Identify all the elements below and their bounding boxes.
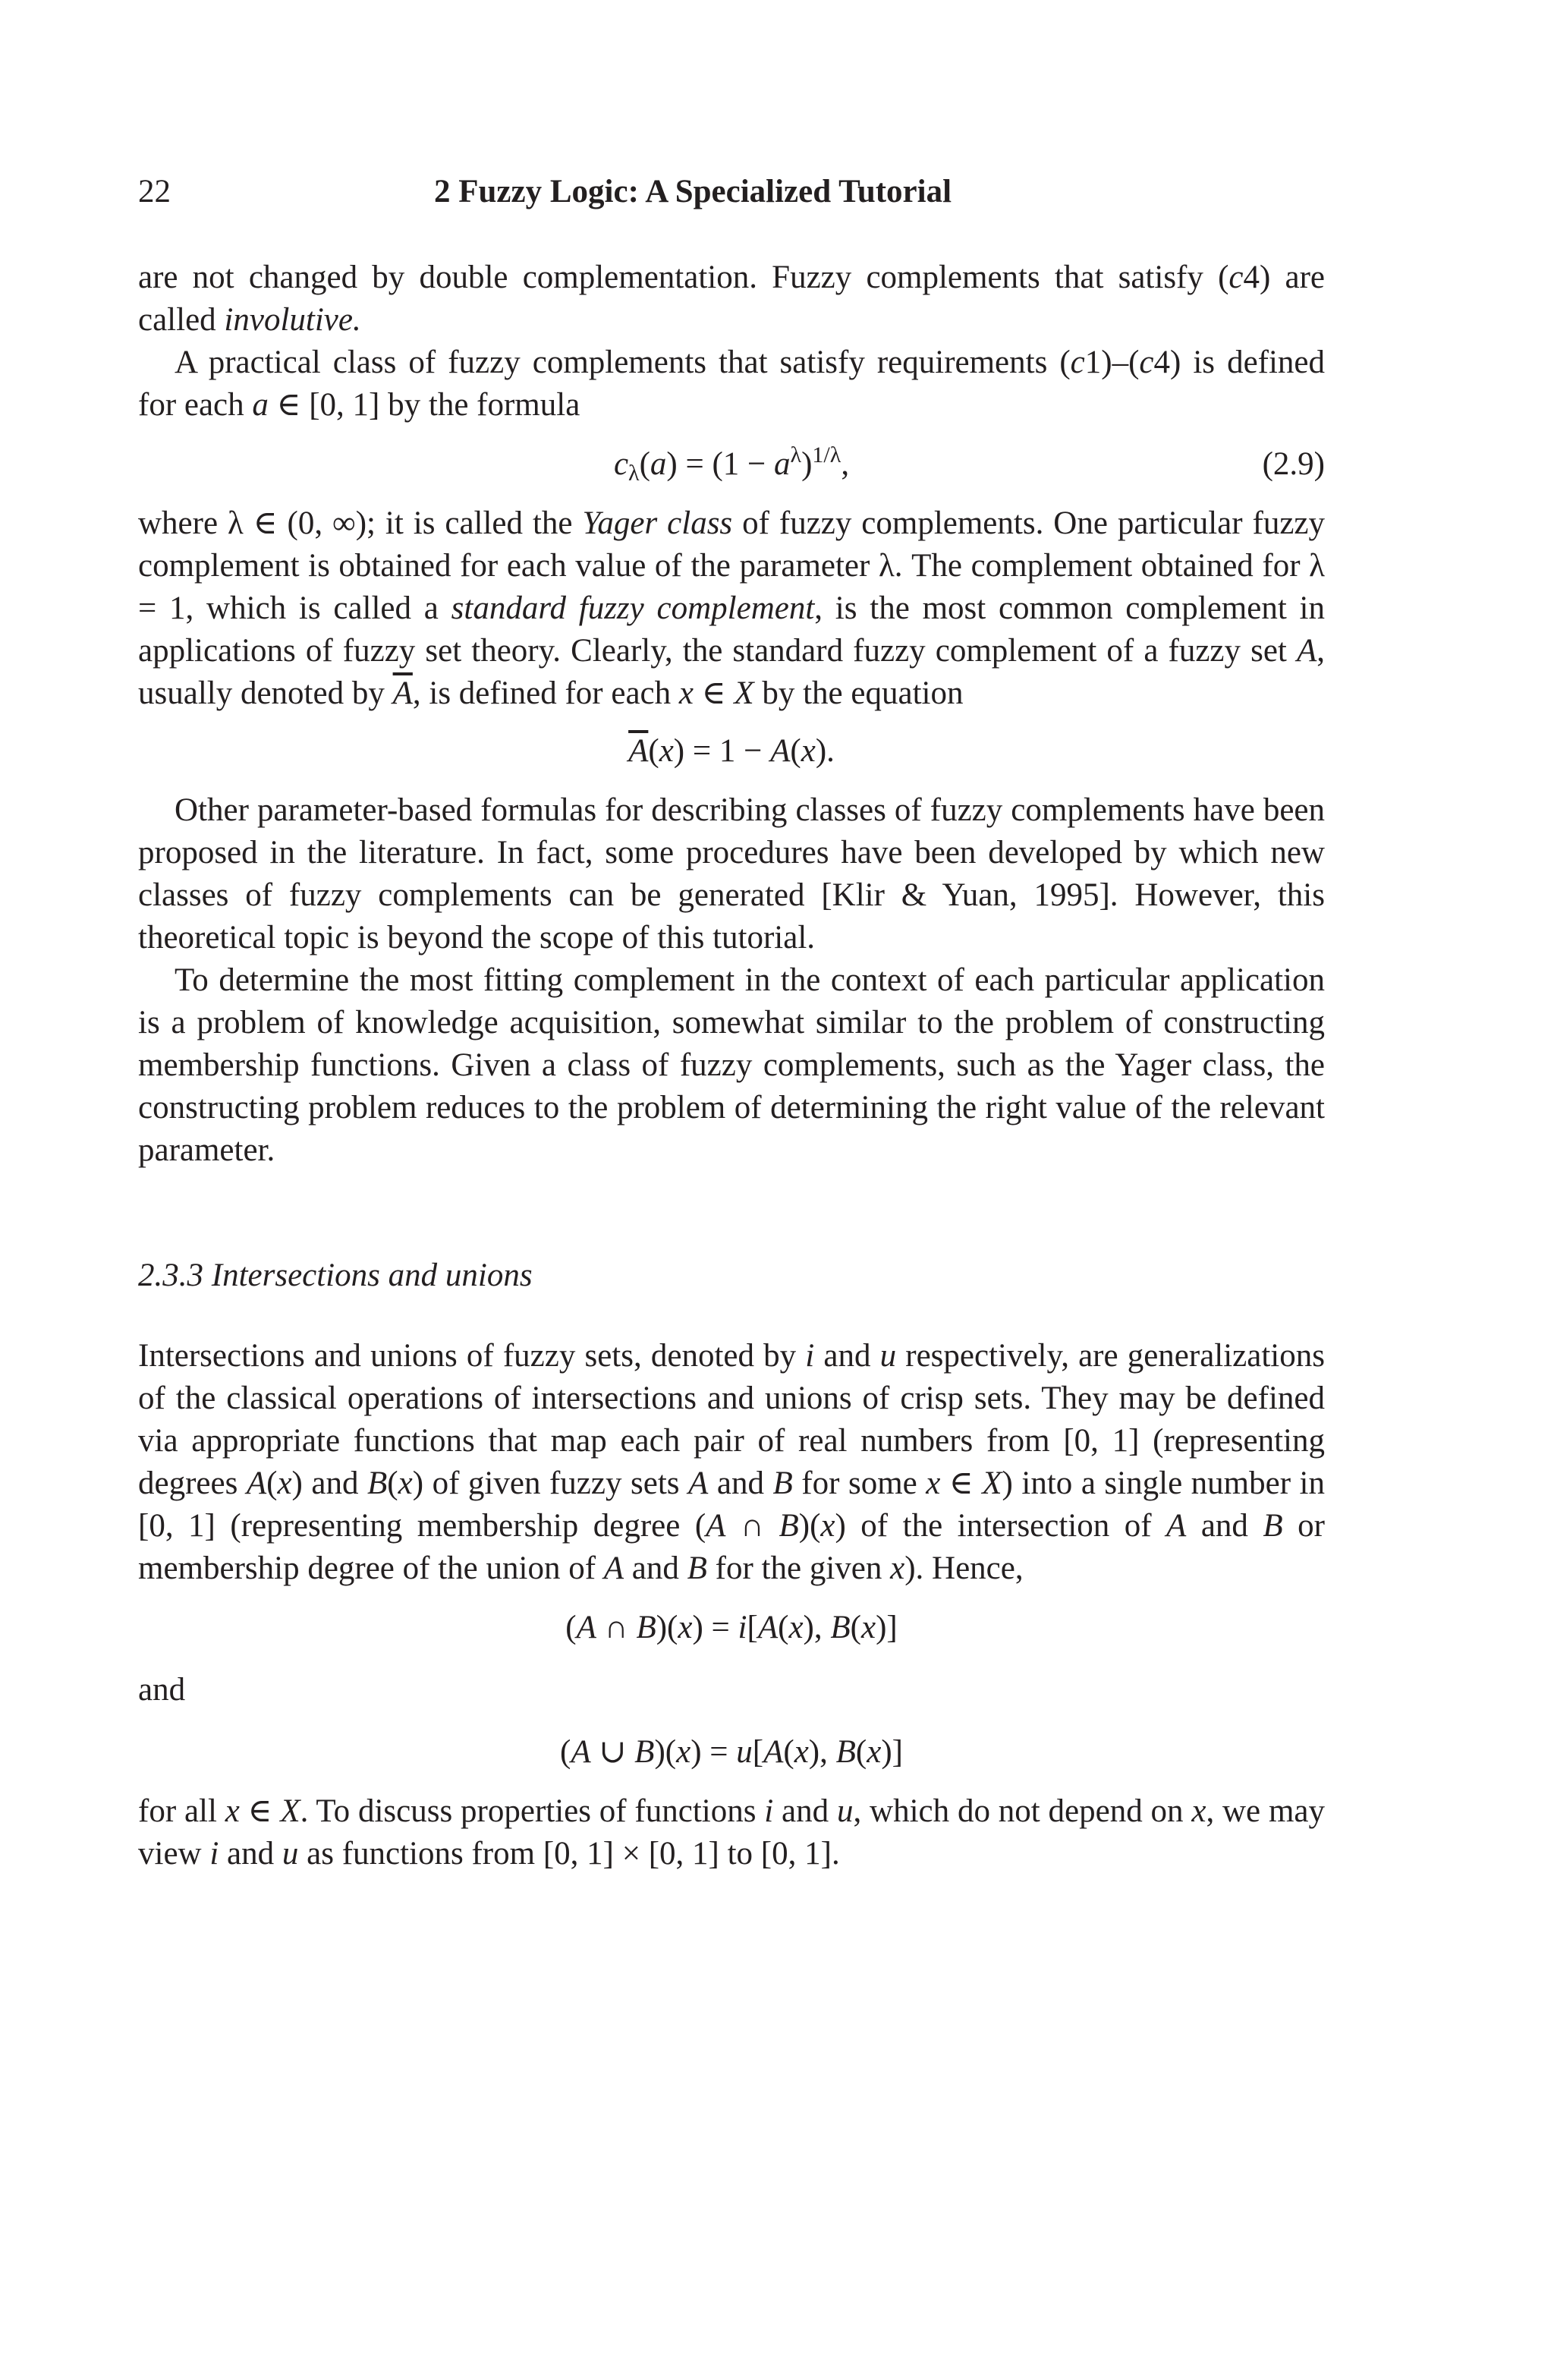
math-var: x — [678, 675, 694, 711]
text: Intersections and unions of fuzzy sets, denoted by — [138, 1338, 806, 1374]
text: ) into a single number in [0, 1] (representing membership degree ( — [138, 1465, 1326, 1544]
text: of fuzzy complements. One particular fuzzy complement is obtained for each value of the parameter λ. The complement obtained for λ = 1, which is called a — [138, 505, 1326, 626]
text: ∩ — [725, 1508, 779, 1544]
math-var: B — [779, 1508, 799, 1544]
math-var: x — [860, 1610, 876, 1645]
math-superscript: λ — [790, 442, 802, 468]
text: A practical class of fuzzy complements that satisfy requirements ( — [175, 345, 1071, 380]
text: respectively, are generalizations of the classical operations of intersections and unions of crisp sets. They may be defined via appropriate functions that map each pair of real numbers from [0, 1] (representing degrees — [138, 1338, 1325, 1501]
math-text: ). — [815, 733, 835, 769]
math-var: x — [277, 1465, 292, 1501]
math-text: ) = — [692, 1610, 738, 1645]
text: )( — [798, 1508, 821, 1544]
paragraph-most-fitting: To determine the most fitting complement in the context of each particular application is a problem of knowledge acquisition, somewhat similar to the problem of constructing membership functions. Given a class of fuzzy complements, such as the Yager class, the constructing problem reduces to the problem of determining the right value of the relevant parameter. — [138, 962, 1325, 1168]
math-var: x — [659, 733, 674, 769]
math-var: X — [982, 1465, 1002, 1501]
math-var: A — [688, 1465, 709, 1501]
math-var: B — [1263, 1508, 1283, 1544]
math-var: x — [890, 1550, 905, 1586]
math-text: ( — [778, 1610, 789, 1645]
math-var: c — [1139, 345, 1154, 380]
math-text: ), — [803, 1610, 831, 1645]
math-var: B — [634, 1734, 655, 1770]
math-var: x — [926, 1465, 941, 1501]
math-text: )] — [876, 1610, 898, 1645]
math-var: a — [252, 387, 269, 423]
math-text: [ — [752, 1734, 764, 1770]
text: 4) is defined for each — [138, 345, 1325, 423]
math-operator: ∪ — [590, 1734, 635, 1770]
text: ∈ — [239, 1793, 281, 1829]
text: , is the most common complement in applications of fuzzy set theory. Clearly, the standard fuzzy complement of a fuzzy set — [138, 590, 1325, 669]
math-text: ( — [855, 1734, 867, 1770]
equation-intersection — [138, 1607, 1325, 1649]
text: ∈ — [693, 675, 735, 711]
math-text: ( — [639, 446, 650, 482]
text: and — [624, 1550, 687, 1586]
math-text: ) = 1 − — [673, 733, 771, 769]
paragraph-intersections-unions — [138, 1335, 1325, 1590]
text: , which do not depend on — [853, 1793, 1192, 1829]
paragraph-other-formulas: Other parameter-based formulas for describing classes of fuzzy complements have been proposed in the literature. In fact, some procedures have been developed by which new classes of fuzzy complements can be generated [Klir & Yuan, 1995]. However, this theoretical topic is beyond the scope of this tutorial. — [138, 792, 1325, 955]
math-var: x — [676, 1734, 691, 1770]
text: are not changed by double complementation. Fuzzy complements that satisfy ( — [138, 260, 1229, 295]
text: 4) are called — [138, 260, 1325, 338]
math-var: B — [830, 1610, 851, 1645]
math-var: A — [706, 1508, 726, 1544]
text: and — [219, 1836, 282, 1872]
math-var: i — [738, 1610, 747, 1645]
math-var: c — [1070, 345, 1085, 380]
math-var: A — [246, 1465, 267, 1501]
math-var: x — [820, 1508, 835, 1544]
text: and — [708, 1465, 773, 1501]
math-var: x — [788, 1610, 804, 1645]
running-title: 2 Fuzzy Logic: A Specialized Tutorial — [434, 174, 952, 209]
math-operator: ∩ — [596, 1610, 637, 1645]
math-var: a — [650, 446, 667, 482]
text: and — [773, 1793, 837, 1829]
equation-body — [613, 442, 850, 486]
text: for some — [792, 1465, 926, 1501]
equation-union — [138, 1731, 1325, 1774]
math-var: B — [772, 1465, 793, 1501]
math-var-overlined: $\overline{A}$ — [392, 675, 413, 711]
math-var: x — [794, 1734, 809, 1770]
math-text: ( — [565, 1610, 577, 1645]
math-text: ) = (1 − — [666, 446, 775, 482]
text: ) of given fuzzy sets — [412, 1465, 689, 1501]
emphasis: standard fuzzy complement — [451, 590, 815, 626]
paragraph-yager-class — [138, 502, 1325, 715]
emphasis: Yager class — [582, 505, 733, 541]
section-heading: 2.3.3 Intersections and unions — [138, 1258, 533, 1293]
math-superscript: 1/λ — [812, 442, 841, 468]
text: . To discuss properties of functions — [300, 1793, 765, 1829]
math-var: x — [398, 1465, 413, 1501]
math-text: ) = — [690, 1734, 737, 1770]
math-var: a — [774, 446, 791, 482]
text: , usually denoted by — [138, 633, 1325, 711]
text: and — [814, 1338, 880, 1374]
math-text: )] — [881, 1734, 903, 1770]
math-text: ( — [560, 1734, 571, 1770]
math-var: B — [636, 1610, 656, 1645]
page — [138, 173, 1325, 1875]
text: as functions from [0, 1] × [0, 1] to [0, 1]. — [298, 1836, 840, 1872]
math-var: x — [867, 1734, 882, 1770]
page-header — [138, 173, 1325, 219]
math-text: ( — [850, 1610, 861, 1645]
math-var: X — [734, 675, 754, 711]
emphasis: involutive. — [224, 302, 361, 338]
math-text: ( — [783, 1734, 794, 1770]
text: , we may view — [138, 1793, 1325, 1872]
math-var: i — [209, 1836, 219, 1872]
math-var: A — [571, 1734, 591, 1770]
math-text: [ — [747, 1610, 758, 1645]
math-text: )( — [654, 1734, 677, 1770]
math-subscript: λ — [628, 461, 640, 486]
math-var: u — [879, 1338, 897, 1374]
page-number: 22 — [138, 174, 171, 209]
math-var: A — [603, 1550, 624, 1586]
math-var: u — [736, 1734, 753, 1770]
math-var: c — [1228, 260, 1244, 295]
text: , is defined for each — [412, 675, 679, 711]
math-var: A — [770, 733, 791, 769]
math-var: X — [280, 1793, 300, 1829]
math-var: x — [225, 1793, 240, 1829]
math-var: B — [835, 1734, 856, 1770]
math-var: x — [801, 733, 816, 769]
text: ( — [266, 1465, 278, 1501]
paragraph-for-all-x — [138, 1790, 1325, 1875]
math-var: B — [367, 1465, 388, 1501]
text: for the given — [706, 1550, 891, 1586]
math-text: ) — [801, 446, 813, 482]
math-var: B — [687, 1550, 707, 1586]
math-var: A — [1296, 633, 1317, 669]
equation-2-9 — [138, 443, 1325, 486]
math-var: i — [764, 1793, 774, 1829]
paragraph-involutive — [138, 257, 1325, 342]
text: ) and — [291, 1465, 368, 1501]
math-text: ( — [648, 733, 659, 769]
text: ). Hence, — [904, 1550, 1024, 1586]
text: by the equation — [753, 675, 964, 711]
math-text: , — [841, 446, 850, 482]
text: ( — [387, 1465, 398, 1501]
math-var: A — [757, 1610, 779, 1645]
math-var-overlined: $\overline{A}$ — [628, 733, 649, 769]
math-var: c — [613, 446, 629, 482]
math-var: i — [805, 1338, 815, 1374]
text: where λ ∈ (0, ∞); it is called the — [138, 505, 583, 541]
math-var: u — [836, 1793, 854, 1829]
text: ) of the intersection of — [835, 1508, 1167, 1544]
paragraph-practical-class — [138, 342, 1325, 427]
text: or membership degree of the union of — [138, 1508, 1325, 1586]
math-text: )( — [656, 1610, 678, 1645]
math-text: ( — [790, 733, 801, 769]
text: and — [1186, 1508, 1263, 1544]
connector-and: and — [138, 1672, 186, 1708]
math-var: A — [576, 1610, 596, 1645]
text: 1)–( — [1084, 345, 1140, 380]
math-var: x — [1191, 1793, 1206, 1829]
math-text: ), — [808, 1734, 836, 1770]
math-var: u — [282, 1836, 299, 1872]
equation-number: (2.9) — [1262, 446, 1325, 482]
equation-standard-complement — [138, 730, 1325, 773]
text: ∈ — [940, 1465, 983, 1501]
math-var: x — [678, 1610, 693, 1645]
text: ∈ [0, 1] by the formula — [268, 387, 580, 423]
math-var: A — [1166, 1508, 1187, 1544]
text: for all — [138, 1793, 225, 1829]
math-var: A — [763, 1734, 784, 1770]
